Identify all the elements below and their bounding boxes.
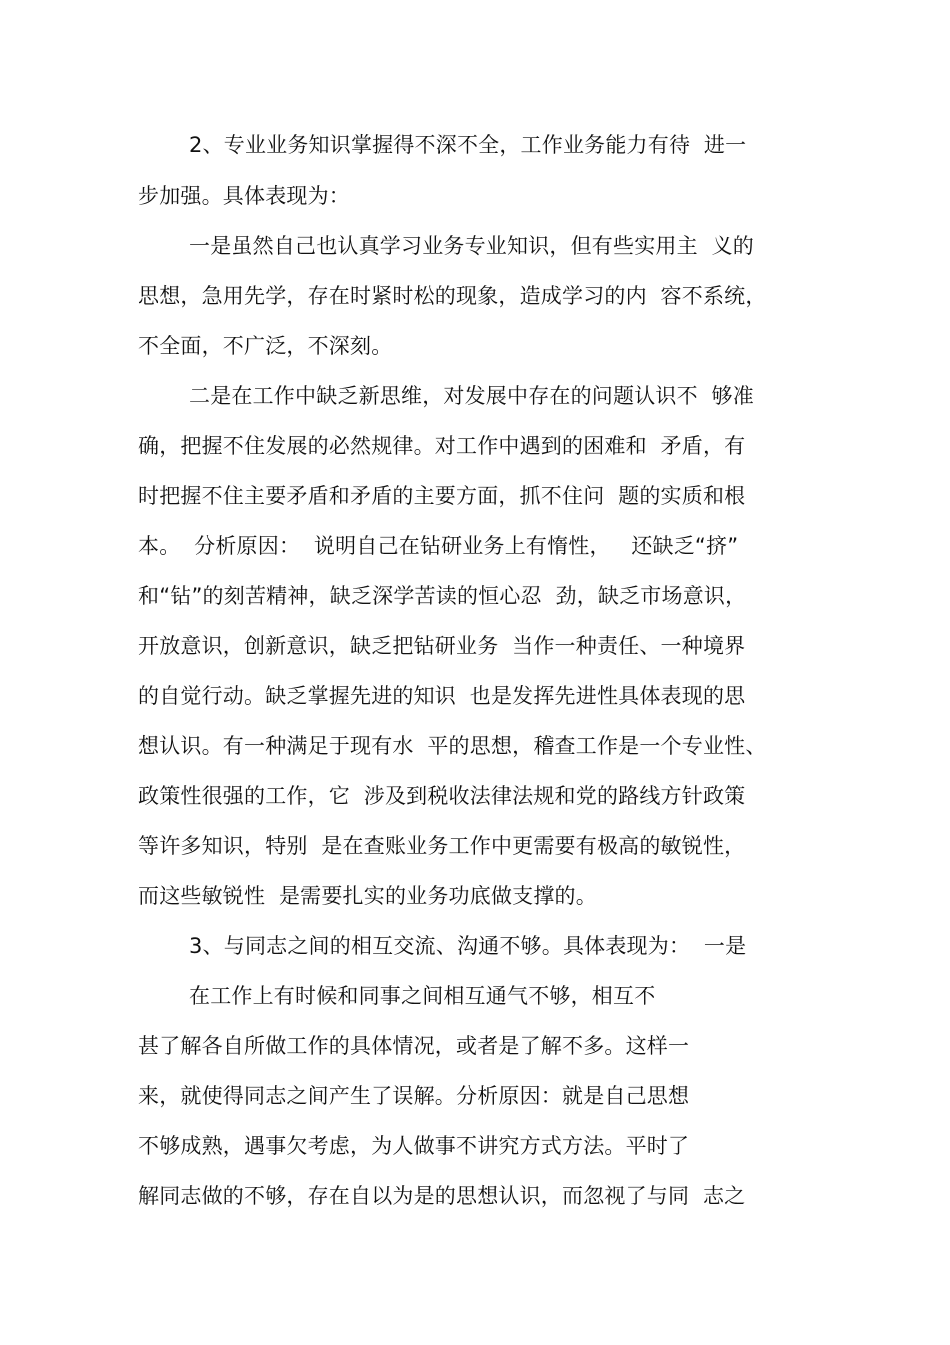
text-line: 2、专业业务知识掌握得不深不全，工作业务能力有待 进一	[189, 133, 747, 157]
text-line: 不够成熟，遇事欠考虑，为人做事不讲究方式方法。平时了	[138, 1134, 690, 1158]
text-line: 确，把握不住发展的必然规律。对工作中遇到的困难和 矛盾，有	[138, 434, 746, 458]
text-line: 时把握不住主要矛盾和矛盾的主要方面，抓不住问 题的实质和根	[138, 484, 746, 508]
text-line: 政策性很强的工作，它 涉及到税收法律法规和党的路线方针政策	[138, 784, 746, 808]
text-line: 在工作上有时候和同事之间相互通气不够，相互不	[189, 984, 656, 1008]
text-line: 甚了解各自所做工作的具体情况，或者是了解不多。这样一	[138, 1034, 690, 1058]
text-line: 二是在工作中缺乏新思维，对发展中存在的问题认识不 够准	[189, 384, 754, 408]
text-line: 来，就使得同志之间产生了误解。分析原因：就是自己思想	[138, 1084, 690, 1108]
text-line: 和“钻”的刻苦精神，缺乏深学苦读的恒心忍 劲，缺乏市场意识，	[138, 584, 747, 608]
text-line: 的自觉行动。缺乏掌握先进的知识 也是发挥先进性具体表现的思	[138, 684, 746, 708]
text-line: 等许多知识，特别 是在查账业务工作中更需要有极高的敏锐性，	[138, 834, 746, 858]
text-line: 开放意识，创新意识，缺乏把钻研业务 当作一种责任、一种境界	[138, 634, 746, 658]
text-line: 3、与同志之间的相互交流、沟通不够。具体表现为： 一是	[189, 934, 747, 958]
text-line: 本。 分析原因： 说明自己在钻研业务上有惰性， 还缺乏“挤”	[138, 534, 739, 558]
text-line: 而这些敏锐性 是需要扎实的业务功底做支撑的。	[138, 884, 597, 908]
text-line: 想认识。有一种满足于现有水 平的思想，稽查工作是一个专业性、	[138, 734, 767, 758]
text-line: 解同志做的不够，存在自以为是的思想认识，而忽视了与同 志之	[138, 1184, 746, 1208]
text-line: 步加强。具体表现为：	[138, 184, 350, 208]
text-line: 一是虽然自己也认真学习业务专业知识，但有些实用主 义的	[189, 234, 754, 258]
text-line: 不全面，不广泛，不深刻。	[138, 334, 393, 358]
text-line: 思想，急用先学，存在时紧时松的现象，造成学习的内 容不系统，	[138, 284, 767, 308]
